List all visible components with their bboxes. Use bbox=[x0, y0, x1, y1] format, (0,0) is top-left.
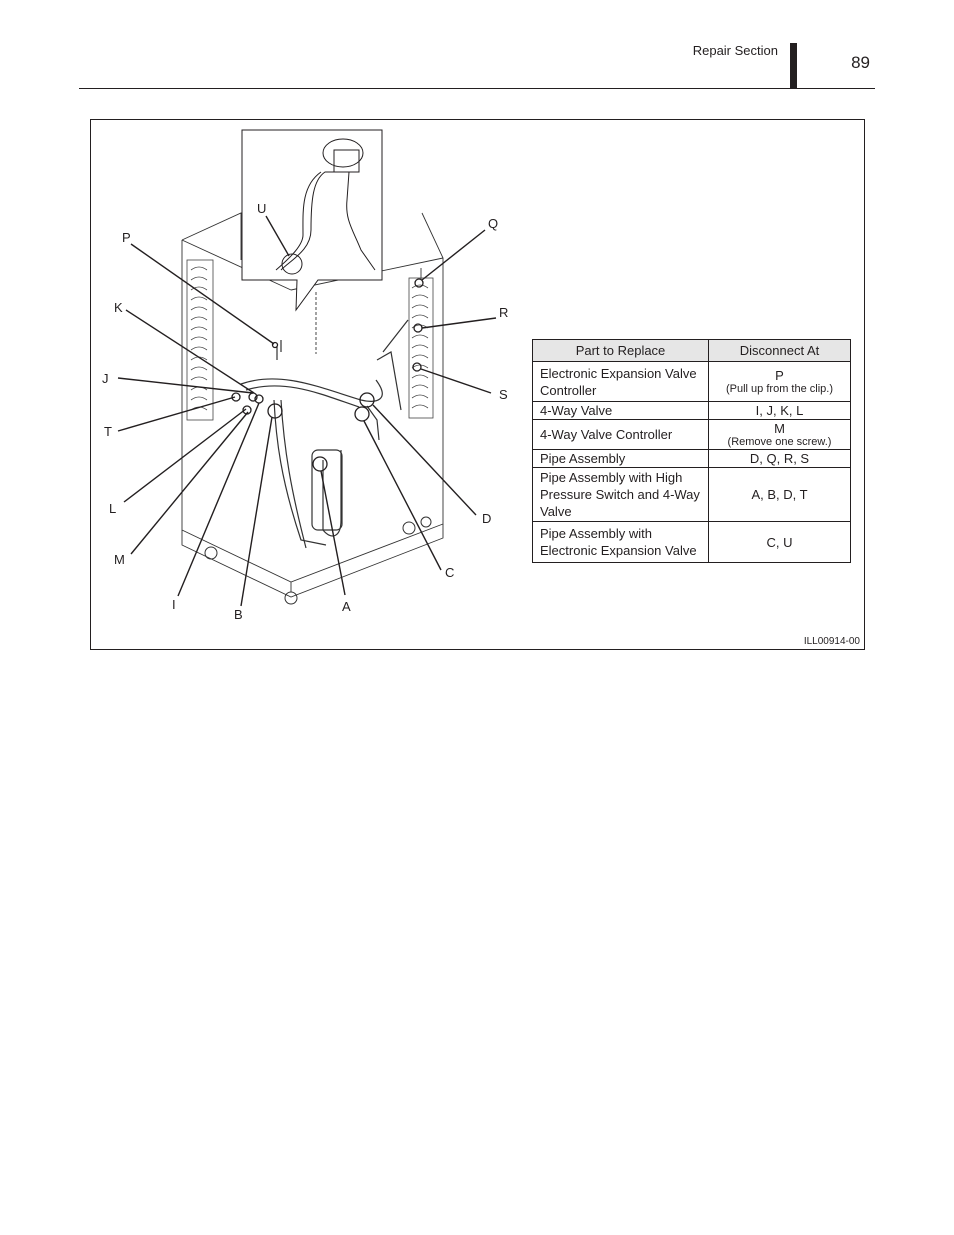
disconnect-cell bbox=[709, 362, 851, 402]
piping bbox=[241, 320, 408, 548]
callout-i: I bbox=[172, 597, 176, 612]
disconnect-cell bbox=[709, 420, 851, 450]
callout-c: C bbox=[445, 565, 455, 580]
disconnect-value: P bbox=[775, 368, 784, 383]
callout-m: M bbox=[114, 552, 125, 567]
table-row bbox=[533, 450, 851, 468]
table-row bbox=[533, 362, 851, 402]
right-coil bbox=[409, 278, 433, 418]
header-rule bbox=[79, 88, 875, 89]
part-cell: 4-Way Valve bbox=[533, 402, 709, 420]
table-header-row bbox=[533, 340, 851, 362]
callout-d: D bbox=[482, 511, 492, 526]
disconnect-cell: C, U bbox=[709, 522, 851, 563]
callout-r: R bbox=[499, 305, 509, 320]
part-cell: Pipe Assembly with High Pressure Switch and 4-Way Valve bbox=[533, 468, 709, 522]
callout-s: S bbox=[499, 387, 508, 402]
table-row bbox=[533, 468, 851, 522]
part-cell: Electronic Expansion Valve Controller bbox=[533, 362, 709, 402]
table-row bbox=[533, 522, 851, 563]
disconnect-note: (Remove one screw.) bbox=[727, 436, 832, 448]
inset-detail bbox=[242, 130, 382, 310]
table-row bbox=[533, 402, 851, 420]
callout-b: B bbox=[234, 607, 243, 622]
callout-p: P bbox=[122, 230, 131, 245]
disconnect-value: M bbox=[774, 421, 785, 436]
part-cell: 4-Way Valve Controller bbox=[533, 420, 709, 450]
callout-a: A bbox=[342, 599, 351, 614]
illustration-code: ILL00914-00 bbox=[803, 636, 860, 647]
column-header: Part to Replace bbox=[533, 340, 709, 362]
disconnect-cell: I, J, K, L bbox=[709, 402, 851, 420]
callout-t: T bbox=[104, 424, 112, 439]
callout-j: J bbox=[102, 371, 109, 386]
callout-k: K bbox=[114, 300, 123, 315]
column-header: Disconnect At bbox=[709, 340, 851, 362]
section-label: Repair Section bbox=[692, 43, 778, 58]
figure-frame bbox=[90, 119, 865, 650]
disconnect-cell: D, Q, R, S bbox=[709, 450, 851, 468]
part-cell: Pipe Assembly bbox=[533, 450, 709, 468]
callout-l: L bbox=[109, 501, 117, 516]
page-number: 89 bbox=[851, 53, 870, 72]
callout-q: Q bbox=[488, 216, 499, 231]
left-coil bbox=[187, 260, 213, 420]
callout-u: U bbox=[257, 201, 267, 216]
parts-table bbox=[532, 339, 851, 563]
disconnect-cell: A, B, D, T bbox=[709, 468, 851, 522]
header-bar bbox=[790, 43, 797, 89]
part-cell: Pipe Assembly with Electronic Expansion Valve bbox=[533, 522, 709, 563]
callout-circles bbox=[232, 279, 423, 471]
disconnect-note: (Pull up from the clip.) bbox=[726, 383, 833, 395]
table-row bbox=[533, 420, 851, 450]
